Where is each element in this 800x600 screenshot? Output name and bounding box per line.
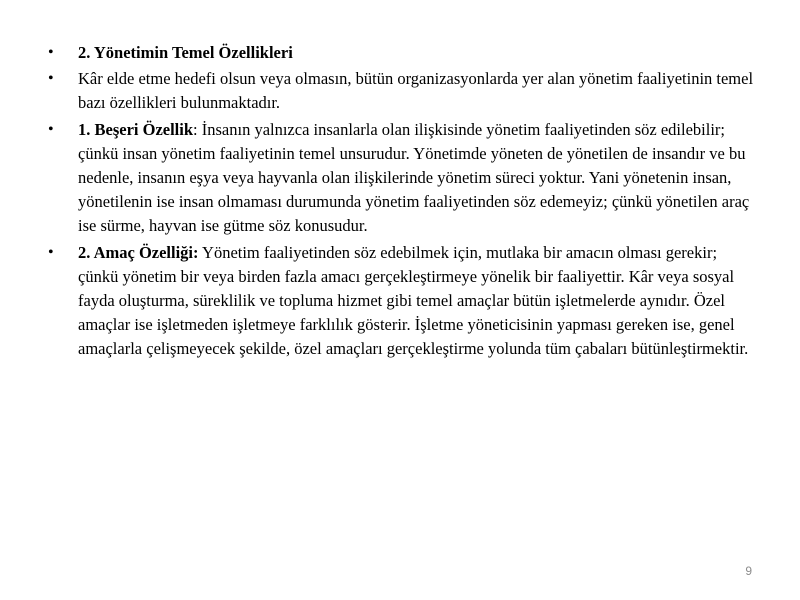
bullet-mark: •: [48, 70, 54, 88]
bullet-item-human-feature: [48, 118, 758, 239]
purpose-feature-text: Yönetim faaliyetinden söz edebilmek için, mutlaka bir amacın olması gerekir; çünkü yönetim bir veya birden fazla amacı gerçekleştirmeye yönelik bir faaliyettir. Kâr veya sosyal fayda oluşturma, süreklilik ve topluma hizmet gibi temel amaçlar bütün işletmelerde aynıdır. Özel amaçlar ise işletmeden işletmeye farklılık gösterir. İşletme yöneticisinin yapması gereken ise, genel amaçlarla çelişmeyecek şekilde, özel amaçları gerçekleştirme yolunda tüm çabaları bütünleştirmektir.: [78, 242, 749, 359]
bullet-list: [48, 41, 758, 364]
purpose-feature-heading: 2. Amaç Özelliği:: [78, 242, 199, 262]
intro-text: Kâr elde etme hedefi olsun veya olmasın, bütün organizasyonlarda yer alan yönetim faaliyetinin temel bazı özellikleri bulunmaktadır.: [78, 69, 754, 113]
bullet-mark: •: [48, 44, 54, 61]
page-number: 9: [745, 564, 752, 578]
bullet-item-section-title: [48, 41, 758, 65]
human-feature-text: : İnsanın yalnızca insanlarla olan ilişkisinde yönetim faaliyetinden söz edilebilir; çünkü insan yönetim faaliyetinin temel unsurudur. Yönetimde yöneten de yönetilen de insandır ve bu nedenle, insanın eşya veya hayvanla olan ilişkilerinde yönetim süreci yoktur. Yani yönetenin insan, yönetilenin ise insan olmaması durumunda yönetim faaliyetinden söz edemeyiz; çünkü yönetilen araç ise sürme, hayvan ise gütme söz konusudur.: [78, 119, 750, 236]
bullet-item-purpose-feature: [48, 241, 758, 362]
section-title: 2. Yönetimin Temel Özellikleri: [78, 43, 293, 62]
human-feature-heading: 1. Beşeri Özellik: [78, 119, 194, 139]
bullet-mark: •: [48, 243, 54, 261]
bullet-mark: •: [48, 120, 54, 138]
bullet-item-intro: [48, 67, 758, 115]
